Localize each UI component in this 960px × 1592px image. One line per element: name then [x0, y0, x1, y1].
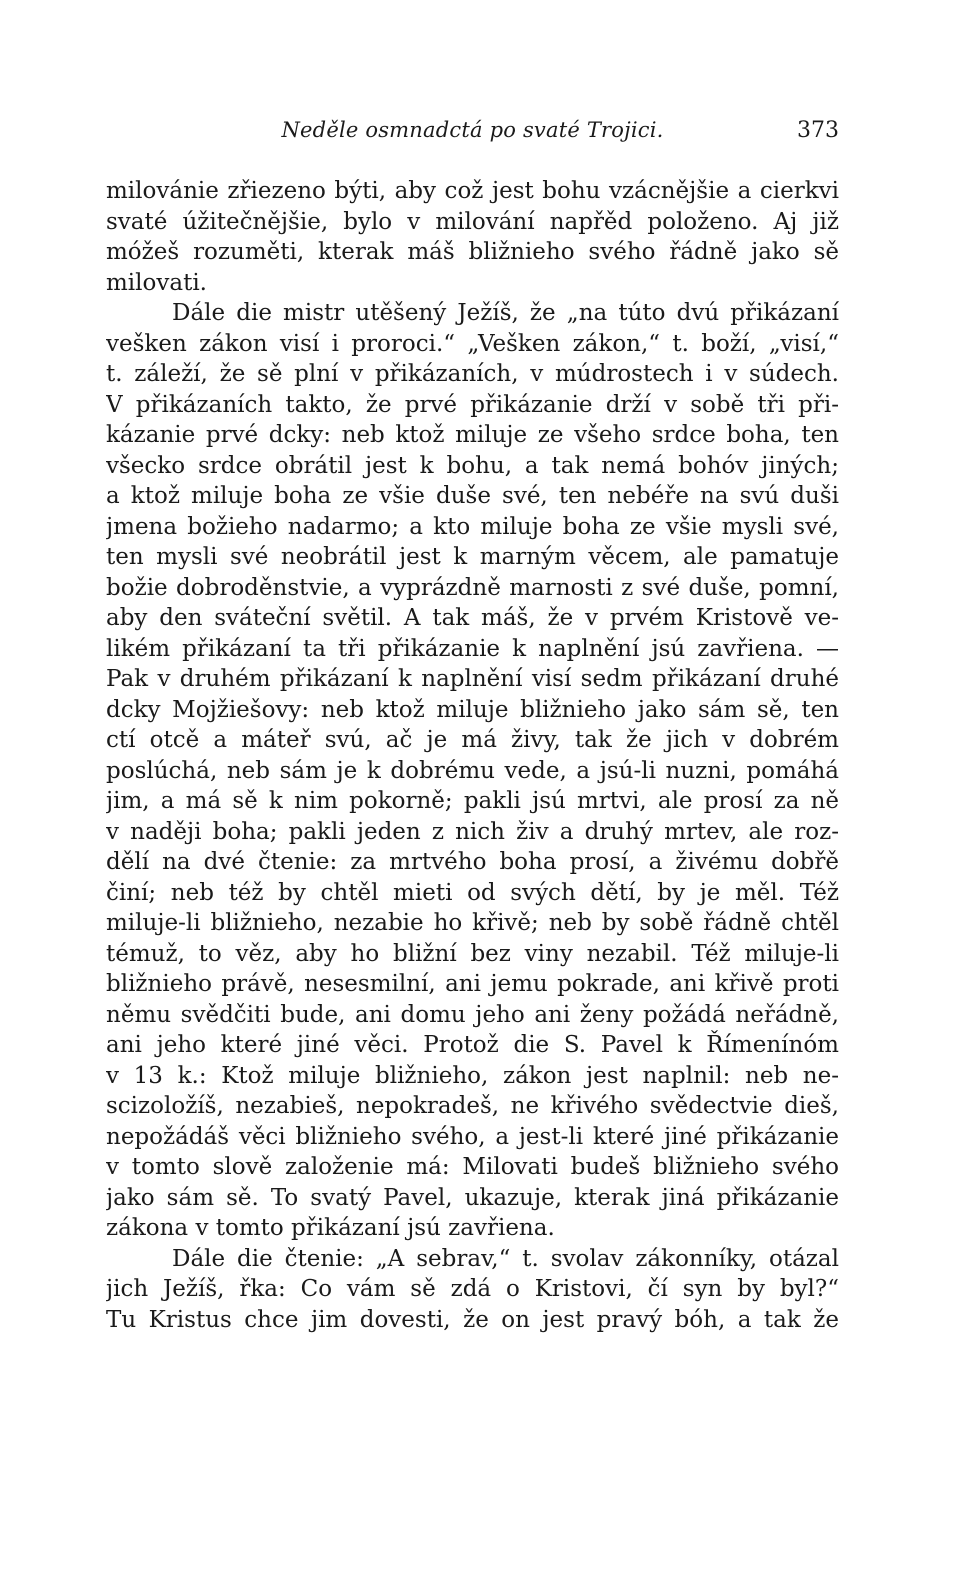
text-line: dcky Mojžiešovy: neb ktož miluje bližnieho jako sám sě, ten	[106, 696, 839, 723]
text-line: V přikázaních takto, že prvé přikázanie drží v sobě tři při-	[106, 391, 839, 418]
text-line: božie dobroděnstvie, a vyprázdně marnosti z své duše, pomní,	[106, 574, 839, 601]
text-line: vešken zákon visí i proroci.“ „Vešken zákon,“ t. boží, „visí,“	[106, 330, 839, 357]
text-line: jmena božieho nadarmo; a kto miluje boha ze všie mysli své,	[106, 513, 839, 540]
text-line: miluje-li bližnieho, nezabie ho křivě; neb by sobě řádně chtěl	[106, 910, 839, 936]
text-line: móžeš rozuměti, kterak máš bližnieho svého řádně jako sě	[106, 239, 839, 265]
text-line: v naději boha; pakli jeden z nich živ a druhý mrtev, ale roz-	[106, 818, 839, 845]
text-line: bližnieho právě, nesesmilní, ani jemu pokrade, ani křivě proti	[106, 971, 839, 997]
text-line: milovánie zřiezeno býti, aby což jest bohu vzácnějšie a cierkvi	[106, 178, 839, 204]
text-line: všecko srdce obrátil jest k bohu, a tak nemá bohóv jiných;	[106, 452, 839, 479]
text-line: zákona v tomto přikázaní jsú zavřiena.	[106, 1215, 555, 1241]
text-line: němu svědčiti bude, ani domu jeho ani ženy požádá neřádně,	[106, 1001, 839, 1028]
text-line: nepožádáš věci bližnieho svého, a jest-li které jiné přikázanie	[106, 1123, 839, 1150]
text-line: v 13 k.: Ktož miluje bližnieho, zákon jest naplnil: neb ne-	[106, 1062, 839, 1089]
text-line: jim, a má sě k nim pokorně; pakli jsú mrtvi, ale prosí za ně	[106, 788, 839, 814]
body-text	[106, 176, 839, 1335]
text-line: činí; neb též by chtěl mieti od svých dětí, by je měl. Též	[106, 879, 839, 906]
text-line: scizoložíš, nezabieš, nepokradeš, ne křivého svědectvie dieš,	[106, 1093, 839, 1119]
text-line: milovati.	[106, 269, 207, 296]
text-line: dělí na dvé čtenie: za mrtvého boha prosí, a živému dobřě	[106, 849, 839, 875]
text-line: a ktož miluje boha ze všie duše své, ten nebéře na svú duši	[106, 483, 839, 509]
running-title: Neděle osmnadctá po svaté Trojici.	[281, 118, 664, 142]
text-line: Dále die čtenie: „A sebrav,“ t. svolav zákonníky, otázal	[172, 1245, 839, 1272]
text-line: jako sám sě. To svatý Pavel, ukazuje, kterak jiná přikázanie	[106, 1184, 839, 1211]
page-number: 373	[797, 118, 839, 143]
text-line: Tu Kristus chce jim dovesti, že on jest pravý bóh, a tak že	[106, 1306, 839, 1333]
text-line: ctí otcě a máteř svú, ač je má živy, tak že jich v dobrém	[106, 727, 839, 753]
text-line: aby den sváteční světil. A tak máš, že v prvém Kristově ve-	[106, 605, 839, 631]
text-line: v tomto slově založenie má: Milovati budeš bližnieho svého	[106, 1154, 839, 1180]
text-line: ten mysli své neobrátil jest k marným věcem, ale pamatuje	[106, 544, 839, 570]
text-line: témuž, to věz, aby ho bližní bez viny nezabil. Též miluje-li	[106, 940, 839, 967]
text-line: ani jeho které jiné věci. Protož die S. Pavel k Římenínóm	[106, 1032, 839, 1058]
text-line: Dále die mistr utěšený Ježíš, že „na túto dvú přikázaní	[172, 300, 839, 326]
text-line: poslúchá, neb sám je k dobrému vede, a jsú-li nuzni, pomáhá	[106, 757, 839, 784]
text-line: jich Ježíš, řka: Co vám sě zdá o Kristovi, čí syn by byl?“	[106, 1276, 839, 1302]
text-line: t. záleží, že sě plní v přikázaních, v múdrostech i v súdech.	[106, 361, 839, 387]
text-line: svaté úžitečnějšie, bylo v milování napřěd položeno. Aj již	[106, 208, 839, 235]
text-line: kázanie prvé dcky: neb ktož miluje ze všeho srdce boha, ten	[106, 422, 839, 448]
page-header	[106, 118, 839, 152]
text-line: Pak v druhém přikázaní k naplnění visí sedm přikázaní druhé	[106, 666, 839, 692]
text-line: likém přikázaní ta tři přikázanie k naplnění jsú zavřiena. —	[106, 635, 839, 662]
